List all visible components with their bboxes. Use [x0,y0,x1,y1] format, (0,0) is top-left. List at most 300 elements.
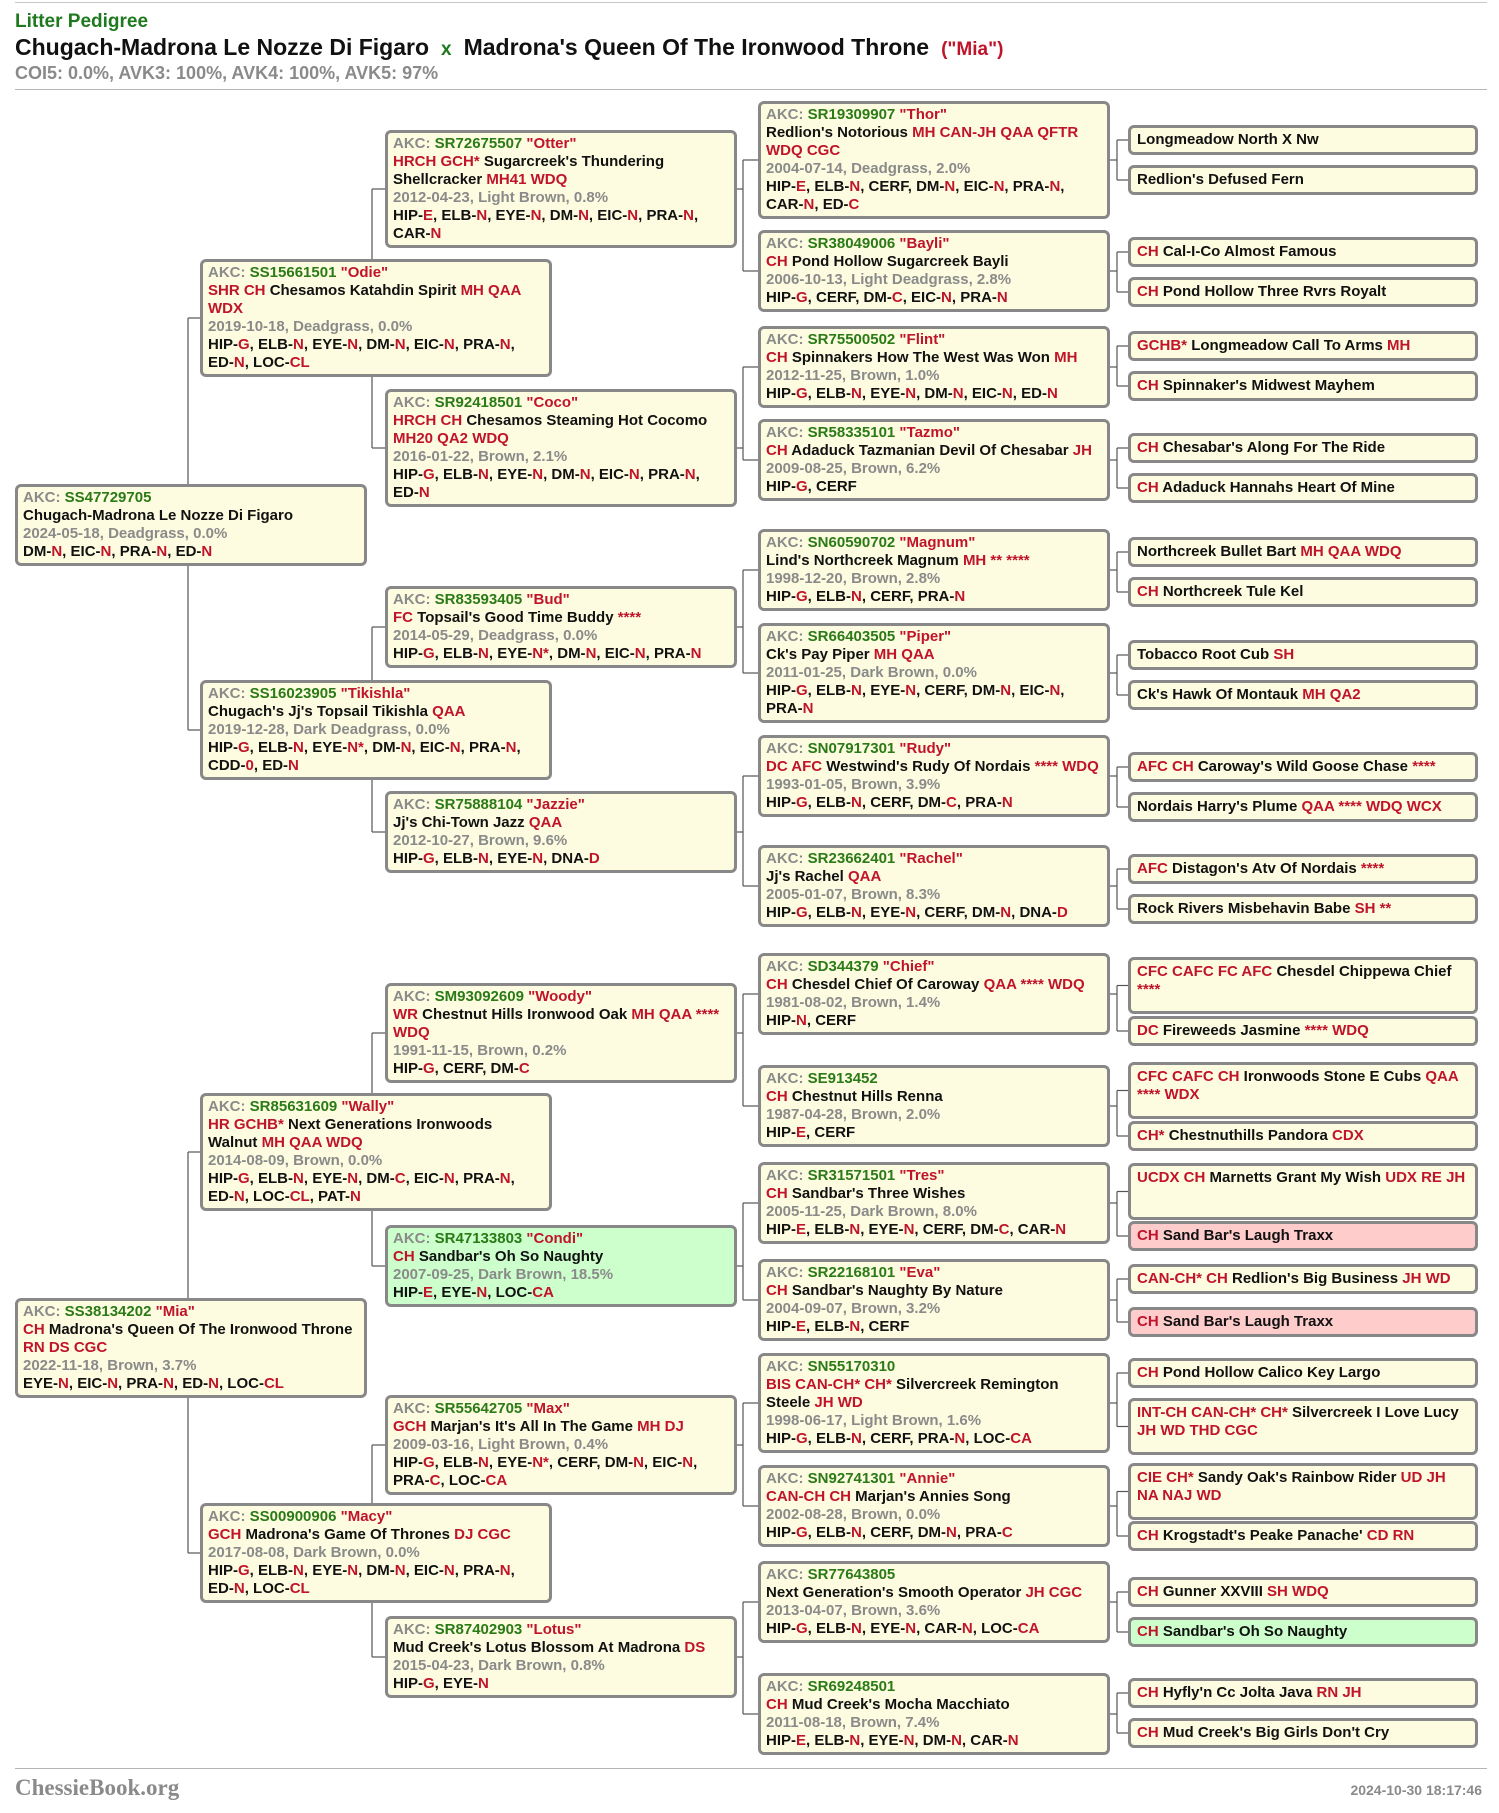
dog-card-g4-5[interactable] [758,623,1110,723]
registration-number[interactable]: SS00900906 [249,1508,337,1525]
dog-card-g5-30[interactable] [1128,1678,1478,1708]
dog-name-line [1137,377,1469,395]
title-prefix: CH [766,349,788,366]
dog-name[interactable]: Sandbar's Naughty By Nature [791,1282,1003,1299]
dog-name[interactable]: Jj's Rachel [766,868,844,885]
dog-name[interactable]: Krogstadt's Peake Panache' [1162,1527,1363,1544]
registry-label: AKC: [23,489,65,506]
dog-card-g4-1[interactable] [758,230,1110,312]
registration-number[interactable]: SR69248501 [807,1678,896,1695]
registration-line [766,850,1101,868]
dog-name[interactable]: Longmeadow North X Nw [1137,131,1319,148]
health-clearances: HIP-G, ELB-N, EYE-N*, DM-N, EIC-N, PRA-N, CDD-0, ED-N [208,739,521,774]
registration-number[interactable]: SS47729705 [64,489,152,506]
dog-card-g4-2[interactable] [758,326,1110,408]
dog-card-g4-0[interactable] [758,101,1110,219]
dog-card-g4-8[interactable] [758,953,1110,1035]
dog-card-g5-23[interactable] [1128,1307,1478,1337]
health-test-pra: PRA- [653,645,691,662]
registry-label: AKC: [766,740,808,757]
dog-name[interactable]: Redlion's Notorious [766,124,908,141]
dog-name-line [1137,1404,1469,1440]
dog-name[interactable]: Sandbar's Three Wishes [791,1185,966,1202]
health-test-dm: DM- [366,1170,395,1187]
health-clearances: HIP-G, ELB-N, EYE-N, DM-N, EIC-N, ED-N [766,385,1058,402]
dog-name[interactable]: Chugach-Madrona Le Nozze Di Figaro [23,507,294,524]
dog-card-g5-2[interactable] [1128,237,1478,267]
dog-card-g5-19[interactable] [1128,1121,1478,1151]
dog-name[interactable]: Longmeadow Call To Arms [1191,337,1383,354]
dog-name[interactable]: Madrona's Game Of Thrones [245,1526,450,1543]
dog-card-g5-9[interactable] [1128,577,1478,607]
dog-card-g5-25[interactable] [1128,1398,1478,1455]
dog-name[interactable]: Marnetts Grant My Wish [1209,1169,1382,1186]
registration-number[interactable]: SN55170310 [807,1358,896,1375]
dog-birth-color-coi: 2024-05-18, Deadgrass, 0.0% [23,525,228,542]
dog-name[interactable]: Spinnaker's Midwest Mayhem [1162,377,1375,394]
dog-birth-color-coi: 1991-11-15, Brown, 0.2% [393,1042,567,1059]
dog-name[interactable]: Topsail's Good Time Buddy [417,609,614,626]
health-result: G [238,1170,250,1187]
health-test-pra: PRA- [393,1472,430,1489]
dog-card-g5-22[interactable] [1128,1264,1478,1294]
title-prefix: CH [766,442,788,459]
dog-card-g3-2[interactable] [385,586,737,668]
health-test-cerf: CERF [815,1012,857,1029]
dog-birth-color-coi: 1998-12-20, Brown, 2.8% [766,570,941,587]
call-name: "Jazzie" [522,796,585,813]
dog-card-g2-3[interactable] [200,1503,552,1603]
health-result: C [394,1170,406,1187]
health-test-dm: DM- [551,466,580,483]
health-result: N [905,904,917,921]
dog-card-g4-9[interactable] [758,1065,1110,1147]
title-prefix: CH [1137,283,1159,300]
health-result: N [293,739,304,756]
dog-name[interactable]: Silvercreek I Love Lucy [1292,1404,1459,1421]
dog-card-g5-0[interactable] [1128,125,1478,155]
dog-card-g2-0[interactable] [200,259,552,377]
dog-name[interactable]: Next Generation's Smooth Operator [766,1584,1022,1601]
registration-number[interactable]: SE913452 [807,1070,878,1087]
health-result: G [796,682,808,699]
health-test-eye: EYE- [495,207,531,224]
dog-card-g1-0[interactable] [15,484,367,566]
dog-name[interactable]: Rock Rivers Misbehavin Babe [1137,900,1351,917]
dog-card-g4-10[interactable] [758,1162,1110,1244]
dog-card-g4-15[interactable] [758,1673,1110,1755]
dog-name[interactable]: Sandy Oak's Rainbow Rider [1197,1469,1397,1486]
dog-name[interactable]: Chesamos Steaming Hot Cocomo [466,412,708,429]
health-test-eye: EYE- [497,466,533,483]
dog-card-g5-10[interactable] [1128,640,1478,670]
dog-name[interactable]: Madrona's Queen Of The Ironwood Throne [48,1321,353,1338]
health-clearances: HIP-E, CERF [766,1124,856,1141]
health-clearances: HIP-G, ELB-N, EYE-N, DM-N, EIC-N, PRA-N, ED-N, LOC-CL [208,336,515,371]
health-result: N [849,1221,861,1238]
registration-number[interactable]: SR31571501 [807,1167,896,1184]
dog-card-g3-6[interactable] [385,1395,737,1495]
dog-birth-color-coi: 2009-08-25, Brown, 6.2% [766,460,941,477]
dog-card-g4-6[interactable] [758,735,1110,817]
dog-card-g5-24[interactable] [1128,1358,1478,1388]
dog-name-line [1137,1364,1469,1382]
health-test-hip: HIP- [766,1732,796,1749]
site-logo[interactable]: ChessieBook.org [15,1775,180,1800]
dog-name[interactable]: Adaduck Tazmanian Devil Of Chesabar [791,442,1069,459]
dog-name[interactable]: Next Generations Ironwoods Walnut [208,1116,493,1151]
registration-number[interactable]: SR23662401 [807,850,896,867]
dog-name[interactable]: Ironwoods Stone E Cubs [1243,1068,1422,1085]
registration-number[interactable]: SR85631609 [249,1098,338,1115]
dog-card-g5-21[interactable] [1128,1221,1478,1251]
health-result: N [849,178,861,195]
health-result: C [848,196,860,213]
title-suffix: MH20 QA2 WDQ [393,430,509,447]
dog-name[interactable]: Caroway's Wild Goose Chase [1197,758,1409,775]
dog-card-g5-1[interactable] [1128,165,1478,195]
dog-name-line [393,609,728,627]
call-name: "Otter" [522,135,577,152]
dog-name[interactable]: Chugach's Jj's Topsail Tikishla [208,703,428,720]
health-result: N [208,1375,219,1392]
dog-name[interactable]: Ck's Hawk Of Montauk [1137,686,1299,703]
health-test-dm: DM- [863,289,892,306]
registry-label: AKC: [766,424,808,441]
registration-number[interactable]: SR19309907 [807,106,896,123]
registration-number[interactable]: SR75500502 [807,331,896,348]
health-test-hip: HIP- [393,207,423,224]
dog-card-g5-27[interactable] [1128,1521,1478,1551]
dog-name[interactable]: Chestnut Hills Renna [791,1088,943,1105]
health-test-dm: DM- [970,1221,999,1238]
title-suffix: MH DJ [637,1418,684,1435]
health-result: N [532,466,544,483]
dog-name-line [208,1116,543,1152]
dog-card-g5-14[interactable] [1128,854,1478,884]
title-prefix: CH [1137,1227,1159,1244]
dog-card-g4-12[interactable] [758,1353,1110,1453]
health-test-elb: ELB- [816,904,852,921]
health-clearances: HIP-E, ELB-N, EYE-N, CERF, DM-C, CAR-N [766,1221,1067,1238]
dog-name[interactable]: Distagon's Atv Of Nordais [1172,860,1357,877]
dog-card-g4-14[interactable] [758,1561,1110,1643]
dog-card-g5-3[interactable] [1128,277,1478,307]
health-result: N [293,336,304,353]
dog-name[interactable]: Spinnakers How The West Was Won [791,349,1050,366]
call-name: "Magnum" [895,534,976,551]
registry-label: AKC: [766,1358,808,1375]
dog-name[interactable]: Redlion's Big Business [1232,1270,1399,1287]
dog-name[interactable]: Pond Hollow Three Rvrs Royalt [1162,283,1387,300]
dog-name-line [766,1488,1101,1506]
dog-name[interactable]: Chesdel Chippewa Chief [1276,963,1452,980]
health-test-cerf: CERF [924,904,964,921]
dog-card-g3-3[interactable] [385,791,737,873]
dog-card-g5-12[interactable] [1128,752,1478,782]
health-test-loc: LOC- [253,1580,290,1597]
health-result: G [238,1562,250,1579]
dog-name[interactable]: Redlion's Defused Fern [1137,171,1304,188]
dog-name[interactable]: Chesabar's Along For The Ride [1162,439,1386,456]
dog-card-g4-4[interactable] [758,529,1110,611]
call-name: "Macy" [336,1508,393,1525]
health-test-hip: HIP- [208,336,238,353]
dog-name[interactable]: Chestnuthills Pandora [1168,1127,1328,1144]
dog-name[interactable]: Sand Bar's Laugh Traxx [1162,1313,1334,1330]
registration-number[interactable]: SR87402903 [434,1621,523,1638]
title-prefix: FC [393,609,413,626]
health-test-cerf: CERF [816,289,856,306]
dog-name[interactable]: Marjan's It's All In The Game [430,1418,633,1435]
dog-card-g5-7[interactable] [1128,473,1478,503]
dog-name[interactable]: Marjan's Annies Song [855,1488,1011,1505]
dog-name[interactable]: Mud Creek's Mocha Macchiato [791,1696,1010,1713]
health-result: N* [532,1454,549,1471]
dog-card-g4-11[interactable] [758,1259,1110,1341]
dog-card-g3-0[interactable] [385,130,737,248]
dog-name-line [1137,337,1469,355]
dog-name[interactable]: Pond Hollow Calico Key Largo [1162,1364,1381,1381]
title-prefix: GCH [393,1418,427,1435]
dog-card-g5-16[interactable] [1128,957,1478,1014]
call-name: "Tazmo" [895,424,961,441]
dog-card-g1-1[interactable] [15,1298,367,1398]
registration-number[interactable]: SR55642705 [434,1400,523,1417]
title-suffix: **** [617,609,642,626]
dog-name-line [393,1639,728,1657]
health-clearances: HIP-E, ELB-N, EYE-N, DM-N, EIC-N, PRA-N, CAR-N [393,207,699,242]
health-test-hip: HIP- [766,1124,796,1141]
registration-number[interactable]: SR58335101 [807,424,896,441]
dog-name[interactable]: Sand Bar's Laugh Traxx [1162,1227,1334,1244]
dog-name[interactable]: Mud Creek's Big Girls Don't Cry [1162,1724,1390,1741]
registration-number[interactable]: SS16023905 [249,685,337,702]
dog-name[interactable]: Fireweeds Jasmine [1162,1022,1301,1039]
health-test-cerf: CERF [557,1454,597,1471]
registration-number[interactable]: SR22168101 [807,1264,896,1281]
health-test-eic: EIC- [971,385,1002,402]
dog-name[interactable]: Jj's Chi-Town Jazz [393,814,525,831]
registration-line [393,1621,728,1639]
health-clearances: HIP-G, ELB-N, EYE-N, DM-C, EIC-N, PRA-N, ED-N, LOC-CL, PAT-N [208,1170,515,1205]
dog-name[interactable]: Tobacco Root Cub [1137,646,1270,663]
dog-card-g4-3[interactable] [758,419,1110,501]
registry-label: AKC: [766,1566,808,1583]
dog-card-g3-4[interactable] [385,983,737,1083]
dog-card-g5-8[interactable] [1128,537,1478,567]
health-test-hip: HIP- [766,904,796,921]
dog-name[interactable]: Northcreek Tule Kel [1162,583,1304,600]
health-result: N [961,1620,973,1637]
health-test-elb: ELB- [258,336,294,353]
title-prefix: AFC [1137,860,1168,877]
health-result: N [1001,385,1013,402]
title-suffix: MH ** **** [962,552,1030,569]
dog-name[interactable]: Pond Hollow Sugarcreek Bayli [791,253,1009,270]
health-test-hip: HIP- [393,466,423,483]
health-clearances: HIP-G, ELB-N, CERF, PRA-N [766,588,966,605]
dog-name-line [766,758,1101,776]
dog-name[interactable]: Cal-I-Co Almost Famous [1162,243,1337,260]
dog-card-g5-26[interactable] [1128,1463,1478,1520]
registration-number[interactable]: SD344379 [807,958,879,975]
health-test-elb: ELB- [443,850,479,867]
registry-label: AKC: [393,1230,435,1247]
health-test-dm: DM- [372,739,401,756]
registration-line [766,1264,1101,1282]
dog-name[interactable]: Ck's Pay Piper [766,646,870,663]
title-suffix: QAA **** WDQ WCX [1301,798,1442,815]
health-result: N [478,466,489,483]
dog-name-line [1137,686,1469,704]
dog-birth-color-coi: 2016-01-22, Brown, 2.1% [393,448,568,465]
dog-card-g4-13[interactable] [758,1465,1110,1547]
registry-label: AKC: [766,850,808,867]
dog-name[interactable]: Hyfly'n Cc Jolta Java [1162,1684,1313,1701]
dog-card-g5-5[interactable] [1128,371,1478,401]
dog-name-line [1137,583,1469,601]
health-test-eic: EIC- [1019,682,1050,699]
title-prefix: CIE CH* [1137,1469,1194,1486]
health-test-car: CAR- [924,1620,962,1637]
health-test-eye: EYE- [870,1620,906,1637]
health-result: G [423,1675,435,1692]
registration-number[interactable]: SN92741301 [807,1470,896,1487]
health-result: N [476,1284,488,1301]
dog-birth-color-coi: 2015-04-23, Dark Brown, 0.8% [393,1657,605,1674]
registry-label: AKC: [393,135,435,152]
dog-card-g5-29[interactable] [1128,1617,1478,1647]
dog-card-g5-13[interactable] [1128,792,1478,822]
health-result: N [394,336,406,353]
dog-name[interactable]: Sandbar's Oh So Naughty [418,1248,604,1265]
registration-number[interactable]: SR83593405 [434,591,523,608]
dog-card-g3-7[interactable] [385,1616,737,1698]
registration-number[interactable]: SS38134202 [64,1303,152,1320]
registration-number[interactable]: SR47133803 [434,1230,523,1247]
title-prefix: CFC CAFC CH [1137,1068,1240,1085]
sire-name[interactable]: Chugach-Madrona Le Nozze Di Figaro [15,34,430,60]
dog-name-line [1137,1469,1469,1505]
title-suffix: JH WD [814,1394,863,1411]
dog-name[interactable]: Northcreek Bullet Bart [1137,543,1297,560]
title-prefix: HR GCHB* [208,1116,284,1133]
dog-card-g5-6[interactable] [1128,433,1478,463]
dog-name[interactable]: Westwind's Rudy Of Nordais [826,758,1031,775]
registry-label: AKC: [766,235,808,252]
registration-number[interactable]: SN07917301 [807,740,896,757]
title-prefix: BIS CAN-CH* CH* [766,1376,892,1393]
dog-card-g2-1[interactable] [200,680,552,780]
dog-name[interactable]: Mud Creek's Lotus Blossom At Madrona [393,1639,681,1656]
dog-card-g5-11[interactable] [1128,680,1478,710]
dog-card-g3-5[interactable] [385,1225,737,1307]
health-clearances: HIP-G, ELB-N, EYE-N, DM-N, EIC-N, PRA-N, ED-N, LOC-CL [208,1562,515,1597]
dog-card-g5-20[interactable] [1128,1163,1478,1220]
dog-card-g5-18[interactable] [1128,1062,1478,1119]
dog-name[interactable]: Sugarcreek's Thundering Shellcracker [393,153,665,188]
registration-number[interactable]: SR92418501 [434,394,523,411]
dog-birth-color-coi: 2011-01-25, Dark Brown, 0.0% [766,664,977,681]
title-prefix: HRCH GCH* [393,153,480,170]
health-result: N [803,196,815,213]
dog-card-g5-4[interactable] [1128,331,1478,361]
health-test-car: CAR- [766,196,804,213]
health-test-hip: HIP- [766,178,796,195]
registration-number[interactable]: SR38049006 [807,235,896,252]
health-result: N [954,588,966,605]
dog-birth-color-coi: 2019-10-18, Deadgrass, 0.0% [208,318,413,335]
dog-name-line [208,703,543,721]
dog-card-g3-1[interactable] [385,389,737,507]
dog-name[interactable]: Chestnut Hills Ironwood Oak [422,1006,628,1023]
dog-card-g4-7[interactable] [758,845,1110,927]
health-test-elb: ELB- [814,1318,850,1335]
health-test-dm: DM- [917,1524,947,1541]
health-result: N [347,336,359,353]
registration-number[interactable]: SN60590702 [807,534,896,551]
dog-name[interactable]: Nordais Harry's Plume [1137,798,1298,815]
health-result: N [903,1732,915,1749]
health-test-pra: PRA- [463,1562,500,1579]
dog-name[interactable]: Lind's Northcreek Magnum [766,552,959,569]
dog-name[interactable]: Adaduck Hannahs Heart Of Mine [1162,479,1395,496]
dog-name[interactable]: Chesamos Katahdin Spirit [269,282,457,299]
registration-number[interactable]: SR75888104 [434,796,523,813]
registration-number[interactable]: SR66403505 [807,628,896,645]
health-result: N [478,1675,489,1692]
health-result: G [796,794,808,811]
registration-line [766,1470,1101,1488]
health-test-eye: EYE- [870,904,906,921]
dog-name-line [766,1696,1101,1714]
health-result: G [796,588,808,605]
call-name: "Chief" [878,958,935,975]
health-test-dm: DM- [971,904,1001,921]
health-result: N [946,1524,957,1541]
health-test-ed: ED- [208,1580,234,1597]
registration-number[interactable]: SM93092609 [434,988,524,1005]
dam-name[interactable]: Madrona's Queen Of The Ironwood Throne [463,34,930,60]
health-test-hip: HIP- [208,1562,238,1579]
health-clearances: HIP-G, ELB-N, EYE-N, DM-N, EIC-N, PRA-N, ED-N [393,466,700,501]
registration-number[interactable]: SS15661501 [249,264,337,281]
dog-card-g5-31[interactable] [1128,1718,1478,1748]
health-result: N [684,466,696,483]
dog-name[interactable]: Gunner XXVIII [1162,1583,1263,1600]
registry-label: AKC: [766,958,808,975]
dog-name[interactable]: Sandbar's Oh So Naughty [1162,1623,1348,1640]
registry-label: AKC: [766,1070,808,1087]
dog-card-g2-2[interactable] [200,1093,552,1211]
call-name: "Flint" [895,331,946,348]
registration-number[interactable]: SR72675507 [434,135,523,152]
dog-name[interactable]: Silvercreek Remington Steele [766,1376,1059,1411]
dog-card-g5-15[interactable] [1128,894,1478,924]
dog-card-g5-17[interactable] [1128,1016,1478,1046]
title-prefix: CH [23,1321,45,1338]
registry-label: AKC: [766,106,808,123]
registration-number[interactable]: SR77643805 [807,1566,896,1583]
dog-name-line [1137,1127,1469,1145]
dog-card-g5-28[interactable] [1128,1577,1478,1607]
health-test-eic: EIC- [911,289,942,306]
title-prefix: CH [1137,1724,1159,1741]
dog-name[interactable]: Chesdel Chief Of Caroway [791,976,980,993]
health-result: N [499,1562,511,1579]
health-result: CA [1017,1620,1040,1637]
